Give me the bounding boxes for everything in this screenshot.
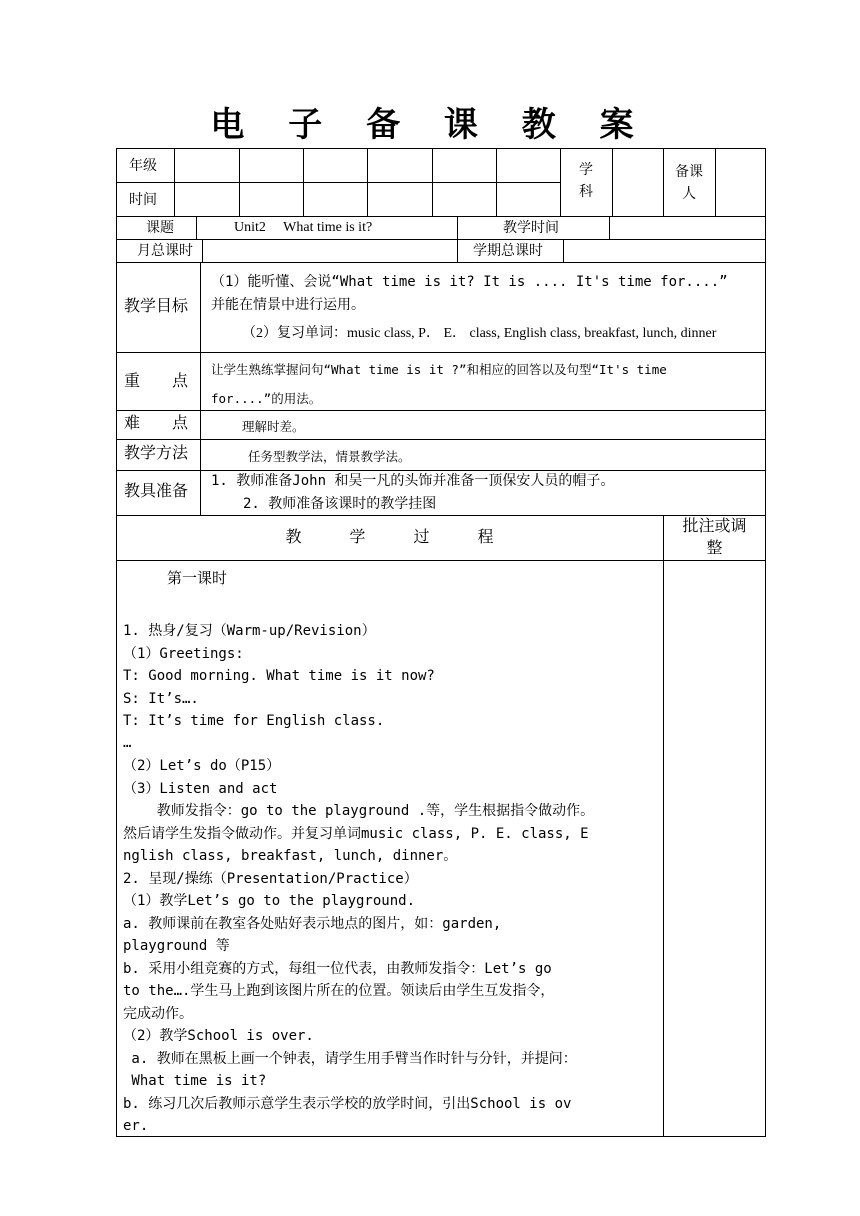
difficulty-label: 难 点	[124, 415, 189, 432]
process-header: 教 学 过 程	[285, 529, 494, 546]
process-line: b. 采用小组竞赛的方式，每组一位代表，由教师发指令：Let’s go	[123, 961, 552, 977]
monthly-hours-label: 月总课时	[137, 244, 193, 259]
topic-value: Unit2 What time is it?	[234, 220, 373, 235]
process-line: （1）教学Let’s go to the playground.	[123, 893, 416, 909]
subject-label: 学科	[579, 163, 593, 200]
process-line: S: It’s….	[123, 691, 199, 707]
topic-label: 课题	[146, 221, 174, 236]
grade-label: 年级	[129, 159, 157, 174]
time-label: 时间	[129, 193, 157, 208]
goals-line-3: （2）复习单词：music class, P． E． class, English class, breakfast, lunch, dinner	[242, 326, 717, 341]
method-value: 任务型教学法，情景教学法。	[248, 449, 411, 464]
process-line: （2）Let’s do（P15）	[123, 758, 281, 774]
notes-header-line-1: 批注或调	[682, 518, 747, 535]
process-line: er.	[123, 1118, 149, 1134]
process-line: （2）教学School is over.	[123, 1028, 314, 1044]
process-line: 1. 热身/复习（Warm-up/Revision）	[123, 623, 376, 639]
process-line: T: It’s time for English class.	[123, 713, 385, 729]
process-line: 然后请学生发指令做动作。并复习单词music class, P. E. class, E	[123, 826, 589, 842]
difficulty-value: 理解时差。	[242, 419, 305, 434]
process-line: a. 教师在黑板上画一个钟表，请学生用手臂当作时针与分针，并提问：	[123, 1051, 577, 1067]
goals-line-1: （1）能听懂、会说“What time is it? It is .... It's time for....”	[211, 274, 728, 290]
teaching-time-label: 教学时间	[503, 221, 559, 236]
process-line: （1）Greetings:	[123, 646, 244, 662]
lesson-label: 第一课时	[167, 571, 228, 587]
process-line: What time is it?	[123, 1073, 267, 1089]
goals-line-2: 并能在情景中进行运用。	[211, 297, 365, 313]
process-line: （3）Listen and act	[123, 781, 278, 797]
key-label: 重 点	[124, 373, 189, 390]
process-line: nglish class, breakfast, lunch, dinner。	[123, 848, 458, 864]
process-line: T: Good morning. What time is it now?	[123, 668, 435, 684]
key-line-1: 让学生熟练掌握问句“What time is it ?”和相应的回答以及句型“It's time	[211, 362, 667, 377]
process-line: 完成动作。	[123, 1006, 193, 1022]
process-line: playground 等	[123, 938, 230, 954]
tools-label: 教具准备	[124, 483, 189, 500]
notes-header-line-2: 整	[706, 540, 723, 557]
process-line: b. 练习几次后教师示意学生表示学校的放学时间，引出School is ov	[123, 1096, 572, 1112]
preparer-label: 备课人	[675, 165, 703, 202]
process-line: …	[123, 735, 132, 751]
process-line: 2. 呈现/操练（Presentation/Practice）	[123, 871, 418, 887]
process-line: to the….学生马上跑到该图片所在的位置。领读后由学生互发指令，	[123, 983, 555, 999]
page-title: 电 子 备 课 教 案	[210, 105, 650, 145]
tools-line-2: 2. 教师准备该课时的教学挂图	[243, 496, 437, 512]
method-label: 教学方法	[124, 445, 189, 462]
goals-label: 教学目标	[124, 298, 189, 315]
key-line-2: for....”的用法。	[211, 391, 322, 406]
process-line: 教师发指令：go to the playground .等，学生根据指令做动作。	[123, 803, 595, 819]
tools-line-1: 1. 教师准备John 和吴一凡的头饰并准备一顶保安人员的帽子。	[211, 473, 615, 489]
term-hours-label: 学期总课时	[473, 244, 543, 259]
process-line: a. 教师课前在教室各处贴好表示地点的图片，如：garden,	[123, 916, 502, 932]
